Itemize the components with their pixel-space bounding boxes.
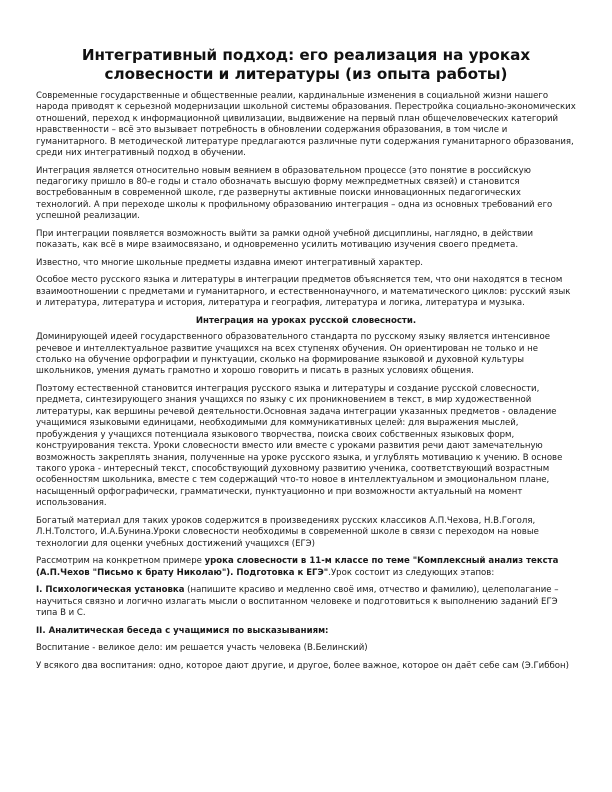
quote-gibbon: У всякого два воспитания: одно, которое дают другие, и другое, более важное, которое он даёт себе сам (Э.Гиббон) [36,660,569,671]
paragraph-slovesnost: Поэтому естественной становится интеграция русского языка и литературы и создание русской словесности, предмета, синтезирующего знания учащихся по языку с их проникновением в текст, в мир художественной литературы, как вершины речевой деятельности.Основная задача интеграции указанных предметов - овладение учащимися языковыми единицами, необходимыми для коммуникативных целей: для выражения мыслей, пробуждения у учащихся потенциала языкового творчества, поиска своих собственных языковых форм, конструирования текста. Уроки словесности вместо или вместе с уроками развития речи дают замечательную возможность закреплять знания, полученные на уроке русского языка, и углублять мотивацию к учению. В основе такого урока - интересный текст, способствующий духовному развитию ученика, соответствующий возрастным особенностям школьника, вместе с тем содержащий что-то новое в интеллектуальном и эмоциональном плане, насыщенный орфографически, грамматически, пунктуационно и при возможности актуальный на момент использования. [36,384,563,509]
paragraph-standard: Доминирующей идеей государственного образовательного стандарта по русскому языку является интенсивное речевое и интеллектуальное развитие учащихся на всех ступенях обучения. Он ориентирован не только и не столько на обучение орфографии и пунктуации, сколько на формирование языковой и духовной культуры школьников, умения думать грамотно и хорошо говорить и писать в разных условиях общения. [36,332,550,377]
paragraph-intro: Современные государственные и общественные реалии, кардинальные изменения в социальной жизни нашего народа приводят к серьезной модернизации школьной системы образования. Перестройка социально-экономических отношений, переход к информационной цивилизации, выдвижение на первый план общечеловеческих категорий нравственности – всё это вызывает потребность в обновлении содержания образования, в том числе и гуманитарного. В методической литературе предлагаются различные пути содержания гуманитарного образования, среди них интегративный подход в обучении. [36,91,576,159]
quote-belinsky: Воспитание - великое дело: им решается участь человека (В.Белинский) [36,643,368,654]
stage-one-title: I. Психологическая установка [36,585,185,596]
section-subheading: Интеграция на уроках русской словесности. [195,315,417,326]
paragraph-special-place: Особое место русского языка и литературы в интеграции предметов объясняется тем, что они находятся в тесном взаимоотношении с предметами и гуманитарного, и естественнонаучного, и математического циклов: русский язык и литература, литература и история, литература и география, литература и логика, литература и музыка. [36,275,571,309]
example-tail: .Урок состоит из следующих этапов: [328,567,495,578]
paragraph-possibility: При интеграции появляется возможность выйти за рамки одной учебной дисциплины, наглядно, в действии показать, как всё в мире взаимосвязано, и одновременно усилить мотивацию изучения своего предмета. [36,228,534,251]
paragraph-material: Богатый материал для таких уроков содержится в произведениях русских классиков А.П.Чехова, Н.В.Гоголя, Л.Н.Толстого, И.А.Бунина.Уроки словесности необходимы в современной школе в связи с переходом на новые технологии для оценки учебных достижений учащихся (ЕГЭ) [36,515,539,549]
example-lesson-topic: урока словесности в 11-м классе по теме "Комплексный анализ текста (А.П.Чехов "Письмо к брату Николаю"). Подготовка к ЕГЭ" [36,556,559,578]
document-title: Интегративный подход: его реализация на уроках словесности и литературы (из опыта работы) [81,46,531,83]
example-lead: Рассмотрим на конкретном примере [36,556,205,567]
paragraph-stage-one [36,585,576,619]
paragraph-example [36,556,576,579]
paragraph-integration: Интеграция является относительно новым веянием в образовательном процессе (это понятие в российскую педагогику пришло в 80-е годы и стало обозначать высшую форму межпредметных связей) и становится востребованным в современной школе, где развернуты активные поиски инновационных педагогических технологий. А при переходе школы к профильному образованию интеграция – одна из основных требований его успешной реализации. [36,165,553,222]
paragraph-known: Известно, что многие школьные предметы издавна имеют интегративный характер. [36,257,423,268]
stage-one-text: (напишите красиво и медленно своё имя, отчество и фамилию), целеполагание – научиться связно и логично излагать мысли о воспитанном человеке и подготовиться к выполнению заданий ЕГЭ типа В и С. [36,585,559,618]
stage-two-title: II. Аналитическая беседа с учащимися по высказываниям: [36,625,329,636]
